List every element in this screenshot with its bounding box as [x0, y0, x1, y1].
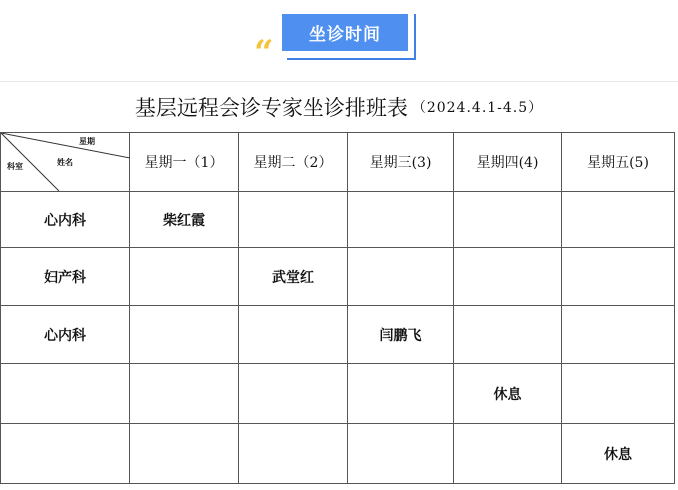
doctor-cell [562, 248, 675, 306]
doctor-cell: 柴红霞 [130, 192, 239, 248]
doctor-cell [348, 248, 454, 306]
doctor-cell [239, 424, 348, 484]
table-row [1, 306, 675, 364]
doctor-cell [239, 192, 348, 248]
corner-header-cell [1, 133, 130, 192]
schedule-sheet [0, 82, 678, 490]
doctor-cell: 武堂红 [239, 248, 348, 306]
doctor-cell [348, 424, 454, 484]
doctor-cell [562, 192, 675, 248]
dept-cell: 心内科 [1, 306, 130, 364]
doctor-cell [130, 306, 239, 364]
schedule-title-text: 基层远程会诊专家坐诊排班表 [134, 96, 408, 120]
doctor-cell [562, 306, 675, 364]
doctor-cell [454, 248, 562, 306]
dept-cell [1, 424, 130, 484]
section-header [0, 0, 678, 80]
dept-cell: 心内科 [1, 192, 130, 248]
doctor-cell [454, 306, 562, 364]
table-row [1, 192, 675, 248]
doctor-cell [239, 364, 348, 424]
corner-label-name: 姓名 [57, 158, 73, 167]
doctor-cell [348, 364, 454, 424]
corner-label-dept: 科室 [7, 162, 23, 171]
doctor-cell [130, 248, 239, 306]
table-header-row [1, 133, 675, 192]
table-row [1, 364, 675, 424]
day-header: 星期三(3) [348, 133, 454, 192]
doctor-cell [562, 364, 675, 424]
schedule-date-range: （2024.4.1-4.5） [411, 100, 544, 116]
day-header: 星期二（2） [239, 133, 348, 192]
schedule-table [0, 132, 675, 484]
corner-label-weekday: 星期 [79, 137, 95, 146]
doctor-cell: 休息 [454, 364, 562, 424]
doctor-cell [239, 306, 348, 364]
day-header: 星期一（1） [130, 133, 239, 192]
doctor-cell [454, 424, 562, 484]
doctor-cell [348, 192, 454, 248]
table-row [1, 424, 675, 484]
doctor-cell [130, 424, 239, 484]
quote-mark-icon: “ [254, 33, 274, 73]
dept-cell: 妇产科 [1, 248, 130, 306]
schedule-title [0, 82, 678, 132]
day-header: 星期五(5) [562, 133, 675, 192]
section-title-badge: 坐诊时间 [282, 14, 408, 51]
dept-cell [1, 364, 130, 424]
doctor-cell [130, 364, 239, 424]
doctor-cell: 休息 [562, 424, 675, 484]
day-header: 星期四(4) [454, 133, 562, 192]
doctor-cell: 闫鹏飞 [348, 306, 454, 364]
table-row [1, 248, 675, 306]
doctor-cell [454, 192, 562, 248]
